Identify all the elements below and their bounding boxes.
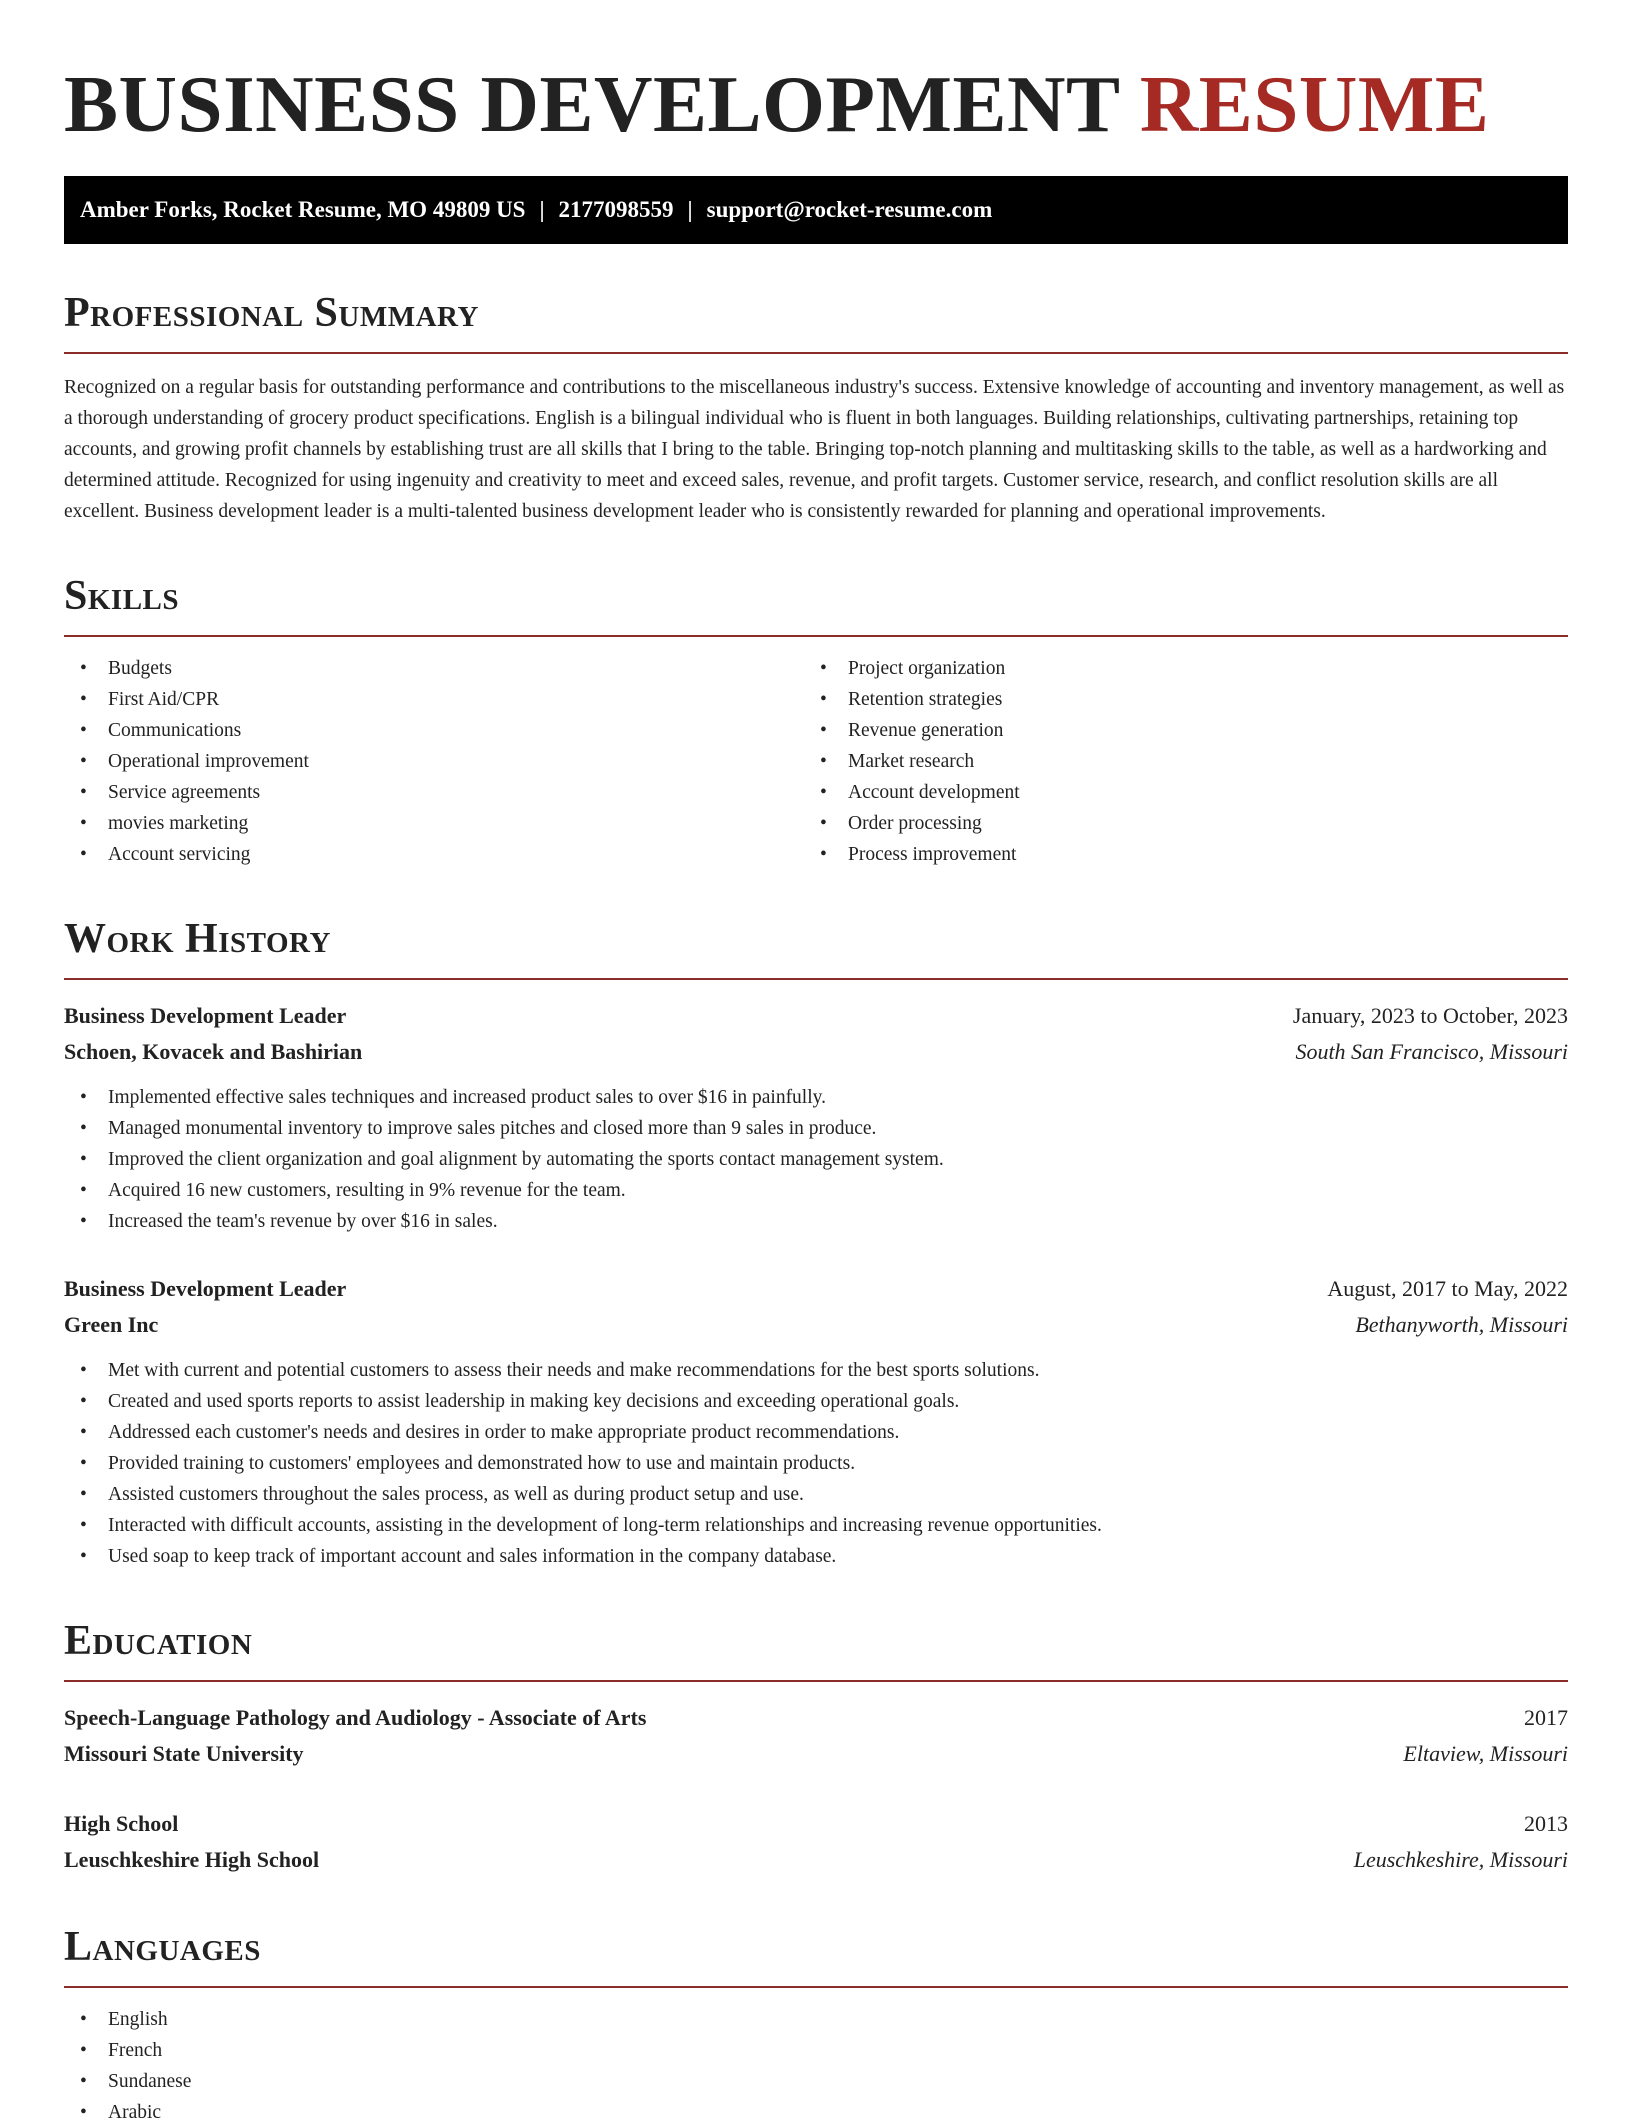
- skill-item: • Revenue generation: [804, 715, 1544, 746]
- job-bullet: • Implemented effective sales techniques and increased product sales to over $16 in painfully.: [64, 1082, 1568, 1113]
- job-title: Business Development Leader: [64, 1276, 347, 1301]
- education-location: Eltaview, Missouri: [1403, 1741, 1568, 1766]
- skill-item: • Process improvement: [804, 839, 1544, 870]
- contact-address: Amber Forks, Rocket Resume, MO 49809 US: [80, 197, 526, 222]
- job-company: Green Inc: [64, 1312, 159, 1337]
- skills-heading: Skills: [64, 571, 1568, 637]
- job-location: Bethanyworth, Missouri: [1355, 1312, 1568, 1337]
- title-main: BUSINESS DEVELOPMENT: [64, 59, 1120, 149]
- job-location: South San Francisco, Missouri: [1295, 1039, 1568, 1064]
- skill-item: • Budgets: [64, 653, 804, 684]
- work-history-heading: Work History: [64, 914, 1568, 980]
- job-bullet: • Managed monumental inventory to improve sales pitches and closed more than 9 sales in produce.: [64, 1113, 1568, 1144]
- resume-title: [64, 0, 1568, 152]
- job-entry: [64, 998, 1568, 1237]
- job-bullet: • Improved the client organization and goal alignment by automating the sports contact management system.: [64, 1144, 1568, 1175]
- job-bullet: • Addressed each customer's needs and desires in order to make appropriate product recommendations.: [64, 1417, 1568, 1448]
- language-item: • English: [64, 2004, 1568, 2035]
- job-entry: [64, 1271, 1568, 1572]
- education-degree: High School: [64, 1811, 179, 1836]
- skill-item: • Account development: [804, 777, 1544, 808]
- job-title: Business Development Leader: [64, 1003, 347, 1028]
- work-history-section: [64, 914, 1568, 1572]
- title-accent: RESUME: [1139, 59, 1490, 149]
- skill-item: • Order processing: [804, 808, 1544, 839]
- language-item: • Arabic: [64, 2097, 1568, 2128]
- job-bullet: • Increased the team's revenue by over $16 in sales.: [64, 1206, 1568, 1237]
- skill-item: • Account servicing: [64, 839, 804, 870]
- contact-phone: 2177098559: [558, 197, 674, 222]
- skill-item: • Communications: [64, 715, 804, 746]
- skill-item: • Service agreements: [64, 777, 804, 808]
- education-school: Leuschkeshire High School: [64, 1847, 320, 1872]
- job-bullet: • Created and used sports reports to assist leadership in making key decisions and exceeding operational goals.: [64, 1386, 1568, 1417]
- education-degree: Speech-Language Pathology and Audiology - Associate of Arts: [64, 1705, 647, 1730]
- language-item: • French: [64, 2035, 1568, 2066]
- skill-item: • Project organization: [804, 653, 1544, 684]
- skill-item: • Operational improvement: [64, 746, 804, 777]
- job-bullet: • Acquired 16 new customers, resulting in 9% revenue for the team.: [64, 1175, 1568, 1206]
- skill-item: • Market research: [804, 746, 1544, 777]
- job-bullets: [64, 1082, 1568, 1237]
- languages-section: [64, 1922, 1568, 2128]
- job-bullets: [64, 1355, 1568, 1572]
- skill-item: • First Aid/CPR: [64, 684, 804, 715]
- education-heading: Education: [64, 1616, 1568, 1682]
- education-location: Leuschkeshire, Missouri: [1353, 1847, 1568, 1872]
- contact-separator: |: [687, 197, 693, 222]
- skills-list-right: [804, 653, 1544, 870]
- contact-bar: [64, 176, 1568, 244]
- skill-item: • movies marketing: [64, 808, 804, 839]
- language-item: • Sundanese: [64, 2066, 1568, 2097]
- job-bullet: • Interacted with difficult accounts, assisting in the development of long-term relationships and increasing revenue opportunities.: [64, 1510, 1568, 1541]
- education-section: [64, 1616, 1568, 1878]
- contact-separator: |: [539, 197, 545, 222]
- job-bullet: • Used soap to keep track of important account and sales information in the company database.: [64, 1541, 1568, 1572]
- summary-heading: Professional Summary: [64, 288, 1568, 354]
- education-entry: [64, 1806, 1568, 1878]
- education-year: 2017: [1524, 1705, 1568, 1730]
- skills-section: [64, 571, 1568, 870]
- job-bullet: • Assisted customers throughout the sales process, as well as during product setup and use.: [64, 1479, 1568, 1510]
- job-company: Schoen, Kovacek and Bashirian: [64, 1039, 363, 1064]
- contact-email[interactable]: support@rocket-resume.com: [706, 197, 993, 222]
- job-bullet: • Provided training to customers' employees and demonstrated how to use and maintain products.: [64, 1448, 1568, 1479]
- skill-item: • Retention strategies: [804, 684, 1544, 715]
- summary-text: Recognized on a regular basis for outstanding performance and contributions to the miscellaneous industry's success. Extensive knowledge of accounting and inventory management, as well as a thorough understanding of grocery product specifications. English is a bilingual individual who is fluent in both languages. Building relationships, cultivating partnerships, retaining top accounts, and growing profit channels by establishing trust are all skills that I bring to the table. Bringing top-notch planning and multitasking skills to the table, as well as a hardworking and determined attitude. Recognized for using ingenuity and creativity to meet and exceed sales, revenue, and profit targets. Customer service, research, and conflict resolution skills are all excellent. Business development leader is a multi-talented business development leader who is consistently rewarded for planning and operational improvements.: [64, 377, 1565, 522]
- education-entry: [64, 1700, 1568, 1772]
- skills-list-left: [64, 653, 804, 870]
- job-dates: August, 2017 to May, 2022: [1327, 1276, 1568, 1301]
- skills-grid: [64, 637, 1568, 870]
- job-dates: January, 2023 to October, 2023: [1292, 1003, 1568, 1028]
- education-school: Missouri State University: [64, 1741, 304, 1766]
- languages-heading: Languages: [64, 1922, 1568, 1988]
- education-year: 2013: [1524, 1811, 1568, 1836]
- job-bullet: • Met with current and potential customers to assess their needs and make recommendations for the best sports solutions.: [64, 1355, 1568, 1386]
- summary-section: [64, 288, 1568, 527]
- languages-list: [64, 2004, 1568, 2128]
